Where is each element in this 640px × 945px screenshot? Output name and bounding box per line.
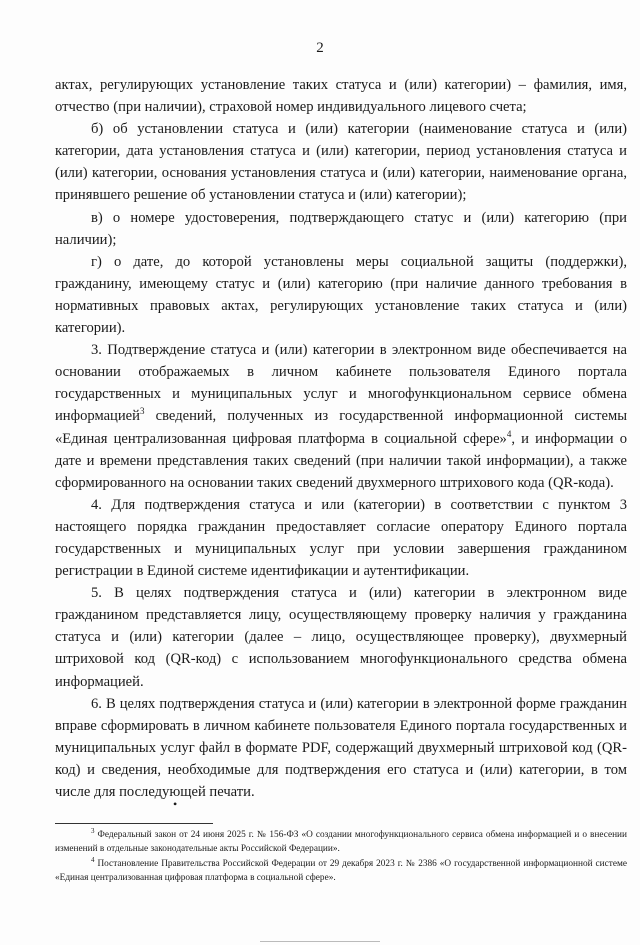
footnote-mark-3: 3 xyxy=(91,827,95,835)
paragraph-3-part-3: , и информации о дате и времени представления таких сведений (при наличии такой информации), а также сформированного на основании таких сведений двухмерного штрихового кода (QR-кода). xyxy=(55,430,627,491)
footnote-ref-4: 4 xyxy=(506,428,512,439)
footnotes xyxy=(55,828,627,886)
footnote-4 xyxy=(55,857,627,886)
document-body xyxy=(55,74,627,803)
footnote-separator xyxy=(55,823,213,824)
scan-edge-line xyxy=(260,941,380,942)
page-number: 2 xyxy=(316,40,324,56)
paragraph-3-part-2: сведений, полученных из государственной информационной системы «Единая централизованная цифровая платформа в социальной сфере» xyxy=(55,408,627,447)
paragraph-b: б) об установлении статуса и (или) категории (наименование статуса и (или) категории, дата установления статуса и (или) категории, период установления статуса и (или) категории, основания установления статуса и (или) категории, наименование органа, принявшего решение об установлении статуса и (или) категории); xyxy=(55,121,627,204)
footnote-3-text: Федеральный закон от 24 июня 2025 г. № 156-ФЗ «О создании многофункционального сервиса обмена информацией и о внесении изменений в отдельные законодательные акты Российской Федерации». xyxy=(55,830,627,855)
footnote-3 xyxy=(55,828,627,857)
paragraph-g: г) о дате, до которой установлены меры социальной защиты (поддержки), гражданину, имеющему статус и (или) категорию (при наличие данного требования в нормативных правовых актах, регулирующих установление таких статуса и (или) категории). xyxy=(55,253,627,337)
paragraph-6: 6. В целях подтверждения статуса и (или) категории в электронной форме гражданин вправе сформировать в личном кабинете пользователя Единого портала государственных и муниципальных услуг файл в формате PDF, содержащий двухмерный штриховой код (QR-код) и сведения, необходимые для подтверждения его статуса и (или) категории, в том числе для последующей печати. xyxy=(55,695,627,800)
paragraph-3 xyxy=(55,339,627,494)
scan-speck: • xyxy=(173,797,178,811)
footnote-ref-3: 3 xyxy=(139,406,145,417)
footnote-4-text: Постановление Правительства Российской Федерации от 29 декабря 2023 г. № 2386 «О государственной информационной системе «Единая централизованная цифровая платформа в социальной сфере». xyxy=(55,858,627,884)
footnote-mark-4: 4 xyxy=(91,855,95,864)
paragraph-continuation: актах, регулирующих установление таких статуса и (или) категории) – фамилия, имя, отчество (при наличии), страховой номер индивидуального лицевого счета; xyxy=(55,77,627,116)
paragraph-3-part-1: 3. Подтверждение статуса и (или) категории в электронном виде обеспечивается на основании отображаемых в личном кабинете пользователя Единого портала государственных и муниципальных услуг и многофункциональном сервисе обмена информацией xyxy=(55,342,627,425)
paragraph-5: 5. В целях подтверждения статуса и (или) категории в электронном виде гражданином представляется лицу, осуществляющему проверку наличия у гражданина статуса и (или) категории (далее – лицо, осуществляющее проверку), двухмерный штриховой код (QR-код) с использованием многофункционального средства обмена информацией. xyxy=(55,585,627,690)
paragraph-v: в) о номере удостоверения, подтверждающего статус и (или) категорию (при наличии); xyxy=(55,209,627,248)
paragraph-4: 4. Для подтверждения статуса и или (категории) в соответствии с пунктом 3 настоящего порядка гражданин предоставляет согласие оператору Единого портала государственных и муниципальных услуг при условии завершения гражданином регистрации в Единой системе идентификации и аутентификации. xyxy=(55,496,627,580)
